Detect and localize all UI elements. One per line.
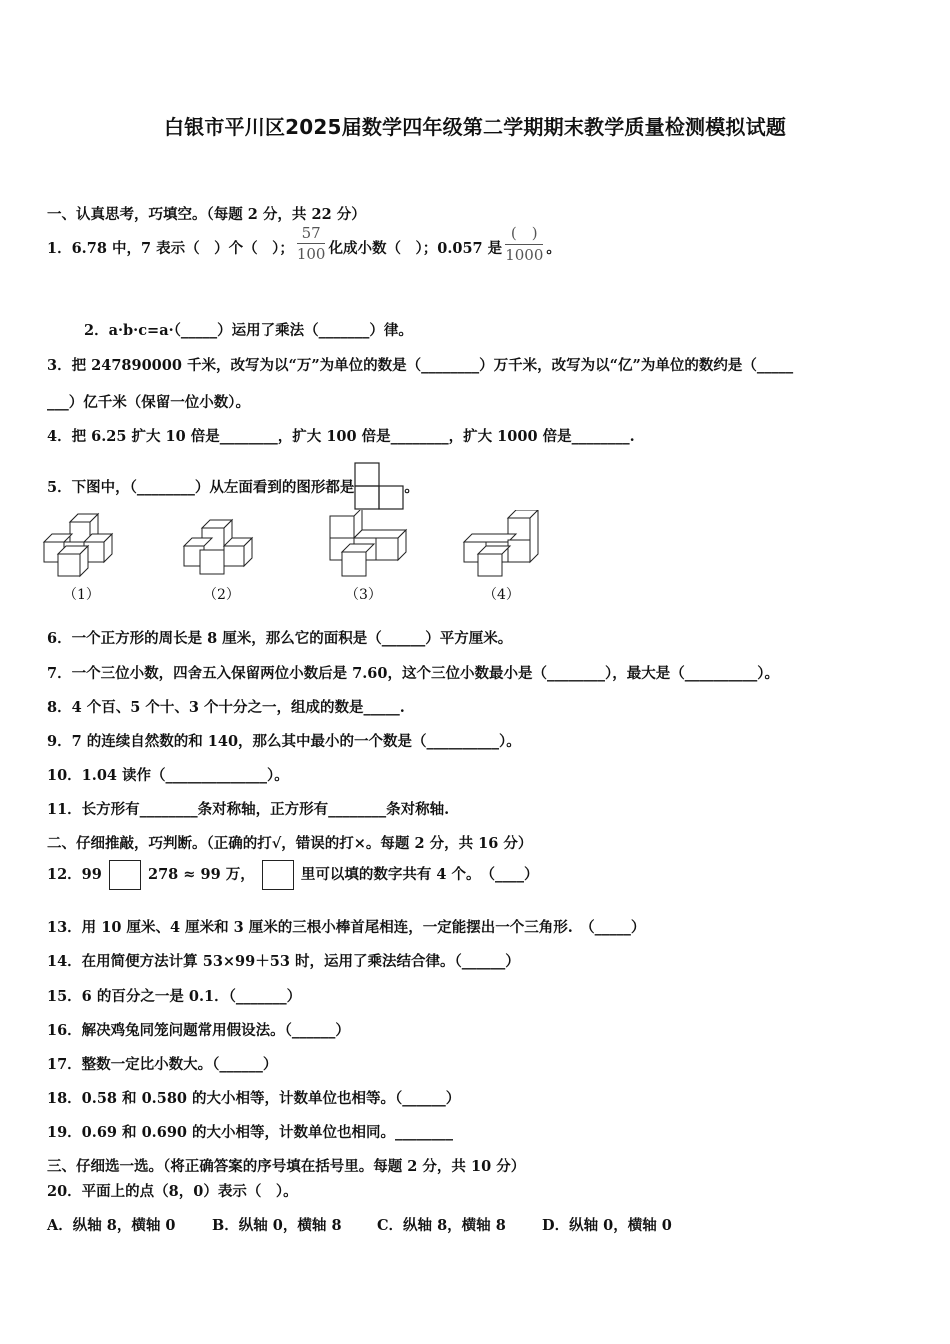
option-c: C．纵轴 8，横轴 8 xyxy=(377,1217,506,1234)
question-4: 4．把 6.25 扩大 10 倍是________，扩大 100 倍是________，扩大 1000 倍是________. xyxy=(47,428,635,445)
figure-label-2: （2） xyxy=(203,587,240,603)
answer-box[interactable] xyxy=(262,860,294,890)
question-17: 17．整数一定比小数大。（______） xyxy=(47,1056,278,1073)
fraction-blank-1000 xyxy=(505,222,543,264)
question-20: 20．平面上的点（8，0）表示（ ）。 xyxy=(47,1183,298,1200)
question-3-line-1: 3．把 247890000 千米，改写为以“万”为单位的数是（________）万千米，改写为以“亿”为单位的数约是（_____ xyxy=(47,357,794,374)
section-heading-3: 三、仔细选一选。（将正确答案的序号填在括号里。每题 2 分，共 10 分） xyxy=(47,1158,526,1175)
question-7: 7．一个三位小数，四舍五入保留两位小数后是 7.60，这个三位小数最小是（________），最大是（__________）。 xyxy=(47,665,779,682)
question-3-line-2: ___）亿千米（保留一位小数）。 xyxy=(47,394,250,411)
q5-end: 。 xyxy=(404,479,419,496)
fraction-denominator: 100 xyxy=(296,244,326,263)
question-13: 13．用 10 厘米、4 厘米和 3 厘米的三根小棒首尾相连，一定能摆出一个三角形. （_____） xyxy=(47,919,646,936)
question-14: 14．在用简便方法计算 53×99＋53 时，运用了乘法结合律。（______） xyxy=(47,953,520,970)
q1-part-c: 。 xyxy=(546,240,561,257)
fraction-57-100 xyxy=(297,224,326,263)
left-view-shape-icon xyxy=(354,462,404,510)
q12-part-a: 12．99 xyxy=(47,866,102,883)
q12-part-b: 278 ≈ 99 万， xyxy=(147,866,255,883)
question-8: 8．4 个百、5 个十、3 个十分之一，组成的数是_____. xyxy=(47,699,405,716)
question-11: 11．长方形有________条对称轴，正方形有________条对称轴. xyxy=(47,801,450,818)
question-2: 2．a·b·c=a·（_____）运用了乘法（_______）律。 xyxy=(84,322,413,339)
figure-label-3: （3） xyxy=(345,587,382,603)
question-16: 16．解决鸡兔同笼问题常用假设法。（______） xyxy=(47,1022,350,1039)
question-6: 6．一个正方形的周长是 8 厘米，那么它的面积是（______）平方厘米。 xyxy=(47,630,513,647)
figure-label-1: （1） xyxy=(63,587,100,603)
question-10: 10．1.04 读作（______________）。 xyxy=(47,767,289,784)
q1-part-b: 化成小数（ ）；0.057 是 xyxy=(328,240,503,257)
fraction-denominator: 1000 xyxy=(505,246,544,264)
question-19: 19．0.69 和 0.690 的大小相等，计数单位也相同。________ xyxy=(47,1124,454,1141)
q1-part-a: 1．6.78 中，7 表示（ ）个（ ）； xyxy=(47,240,294,257)
question-12 xyxy=(47,860,539,890)
cube-figure-3-icon xyxy=(322,510,410,580)
question-18: 18．0.58 和 0.580 的大小相等，计数单位也相等。（______） xyxy=(47,1090,461,1107)
section-heading-1: 一、认真思考，巧填空。（每题 2 分，共 22 分） xyxy=(47,206,366,223)
option-a: A．纵轴 8，横轴 0 xyxy=(47,1217,176,1234)
fraction-numerator: ( ) xyxy=(505,222,543,245)
question-1 xyxy=(47,223,561,270)
figure-label-4: （4） xyxy=(483,587,520,603)
question-15: 15．6 的百分之一是 0.1．（_______） xyxy=(47,988,302,1005)
fraction-numerator: 57 xyxy=(297,224,326,244)
section-heading-2: 二、仔细推敲，巧判断。（正确的打√，错误的打×。每题 2 分，共 16 分） xyxy=(47,835,533,852)
answer-box[interactable] xyxy=(109,860,141,890)
q5-text: 5．下图中，（________）从左面看到的图形都是 xyxy=(47,479,355,496)
cube-figure-4-icon xyxy=(460,510,548,580)
q12-part-c: 里可以填的数字共有 4 个。 （____） xyxy=(300,866,539,883)
option-b: B．纵轴 0，横轴 8 xyxy=(212,1217,342,1234)
cube-figure-2-icon xyxy=(180,510,268,580)
question-5 xyxy=(47,464,419,512)
cube-figure-1-icon xyxy=(40,510,128,580)
page-title: 白银市平川区2025届数学四年级第二学期期末教学质量检测模拟试题 xyxy=(163,115,787,139)
option-d: D．纵轴 0，横轴 0 xyxy=(542,1217,672,1234)
question-9: 9．7 的连续自然数的和 140，那么其中最小的一个数是（__________）。 xyxy=(47,733,521,750)
